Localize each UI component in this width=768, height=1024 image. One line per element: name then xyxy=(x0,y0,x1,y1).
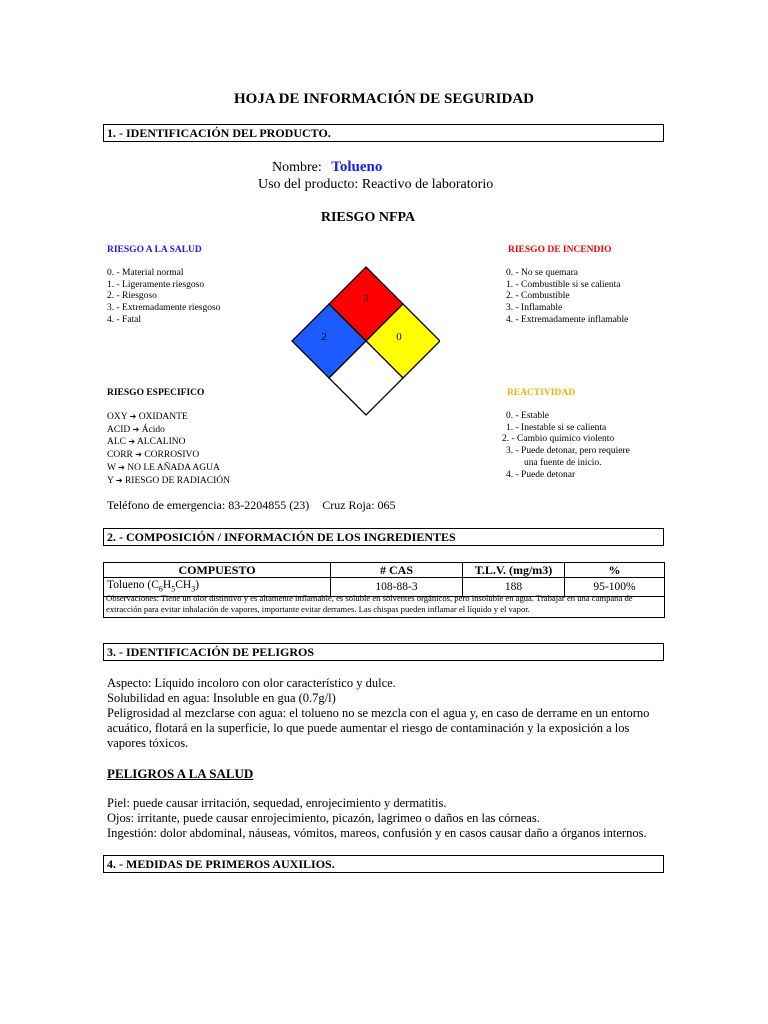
observations: Observaciones: Tiene un olor distintivo y es altamente inflamable, es soluble en solventes orgánicos, pero insoluble en agua. Trabajar en una campana de extracción para evitar inhalación de vapores, importante evitar derrames. Las chispas pueden inflamar el líquido y el vapor. xyxy=(103,592,665,618)
percent-cell: 95-100% xyxy=(565,578,665,597)
fire-risk-list xyxy=(506,268,628,327)
health-value: 2 xyxy=(321,331,327,343)
specific-risk-list xyxy=(107,411,230,487)
list-item: 2. - Riesgoso xyxy=(107,291,157,302)
fire-risk-heading: RIESGO DE INCENDIO xyxy=(508,245,612,255)
paragraph: Aspecto: Líquido incoloro con olor característico y dulce. xyxy=(107,676,396,690)
list-item: ACID ➔ Ácido xyxy=(107,424,165,435)
arrow-icon: ➔ xyxy=(129,412,137,421)
tlv-cell: 188 xyxy=(463,578,565,597)
paragraph: Solubilidad en agua: Insoluble en gua (0.7g/l) xyxy=(107,691,336,705)
compound-cell: Tolueno $(C_6H_5CH_3)$ xyxy=(104,578,331,597)
red-cross-phone: Cruz Roja: 065 xyxy=(322,498,396,512)
list-item: 1. - Inestable si se calienta xyxy=(506,422,607,433)
list-item: W ➔ NO LE AÑADA AGUA xyxy=(107,462,220,473)
fire-value: 3 xyxy=(363,293,369,305)
reactivity-value: 0 xyxy=(396,331,402,343)
list-item: 2. - Cambio químico violento xyxy=(502,434,615,445)
product-name-row xyxy=(272,159,382,176)
health-hazards-list xyxy=(107,796,667,841)
document-title: HOJA DE INFORMACIÓN DE SEGURIDAD xyxy=(233,91,535,107)
reactivity-heading: REACTIVIDAD xyxy=(507,388,576,398)
list-item: una fuente de inicio. xyxy=(524,457,602,468)
arrow-icon: ➔ xyxy=(128,437,136,447)
list-item: 1. - Combustible si se calienta xyxy=(506,279,621,290)
list-item: ALC ➔ ALCALINO xyxy=(107,437,186,448)
health-risk-heading: RIESGO A LA SALUD xyxy=(107,245,202,255)
hazard-description xyxy=(107,676,667,751)
health-hazards-heading: PELIGROS A LA SALUD xyxy=(107,766,254,781)
arrow-icon: ➔ xyxy=(118,462,125,472)
paragraph: Piel: puede causar irritación, sequedad, enrojecimiento y dermatitis. xyxy=(107,796,447,810)
column-header: T.L.V. (mg/m3) xyxy=(463,563,565,578)
specific-risk-heading: RIESGO ESPECIFICO xyxy=(107,388,205,398)
list-item: 4. - Fatal xyxy=(107,314,142,325)
list-item: 3. - Extremadamente riesgoso xyxy=(107,303,221,314)
arrow-icon: ➔ xyxy=(115,475,123,485)
list-item: 0. - Material normal xyxy=(107,268,184,278)
list-item: 0. - Estable xyxy=(506,411,550,421)
list-item: 0. - No se quemara xyxy=(506,268,579,278)
list-item: CORR ➔ CORROSIVO xyxy=(107,450,200,461)
arrow-icon: ➔ xyxy=(132,424,140,434)
nfpa-title: RIESGO NFPA xyxy=(320,210,416,225)
list-item: 4. - Extremadamente inflamable xyxy=(506,314,629,325)
paragraph: Peligrosidad al mezclarse con agua: el tolueno no se mezcla con el agua y, en caso de derrame en un entorno acuático, flotará en la superficie, lo que puede aumentar el riesgo de contaminación y la exposición a los vapores tóxicos. xyxy=(107,706,650,750)
product-name-value: Tolueno xyxy=(331,159,383,175)
paragraph: Ojos: irritante, puede causar enrojecimiento, picazón, lagrimeo o daños en las córneas. xyxy=(107,811,540,825)
section-3-header: 3. - IDENTIFICACIÓN DE PELIGROS xyxy=(103,643,664,661)
section-4-header: 4. - MEDIDAS DE PRIMEROS AUXILIOS. xyxy=(103,855,664,873)
reactivity-list xyxy=(500,411,630,481)
column-header: % xyxy=(565,563,665,578)
column-header: COMPUESTO xyxy=(104,563,331,578)
section-2-header: 2. - COMPOSICIÓN / INFORMACIÓN DE LOS INGREDIENTES xyxy=(103,528,664,546)
emergency-phone: Teléfono de emergencia: 83-2204855 (23) xyxy=(107,498,310,512)
nfpa-diamond xyxy=(290,264,440,416)
list-item: 3. - Inflamable xyxy=(506,303,563,314)
product-use: Uso del producto: Reactivo de laboratorio xyxy=(258,177,494,192)
list-item: Y ➔ RIESGO DE RADIACIÓN xyxy=(107,475,230,486)
table-header-row xyxy=(104,563,665,578)
cas-cell: 108-88-3 xyxy=(331,578,463,597)
list-item: 4. - Puede detonar xyxy=(506,469,576,480)
list-item: 1. - Ligeramente riesgoso xyxy=(107,279,205,290)
health-risk-list xyxy=(107,268,220,327)
section-1-header: 1. - IDENTIFICACIÓN DEL PRODUCTO. xyxy=(103,124,664,142)
list-item: 2. - Combustible xyxy=(506,291,570,302)
arrow-icon: ➔ xyxy=(135,450,142,460)
paragraph: Ingestión: dolor abdominal, náuseas, vómitos, mareos, confusión y en casos causar daño a órganos internos. xyxy=(107,826,647,840)
list-item: 3. - Puede detonar, pero requiere xyxy=(506,446,630,457)
list-item: OXY ➔ OXIDANTE xyxy=(107,412,188,422)
product-name-label: Nombre: xyxy=(272,160,322,175)
emergency-phone-row xyxy=(107,498,396,513)
column-header: # CAS xyxy=(331,563,463,578)
